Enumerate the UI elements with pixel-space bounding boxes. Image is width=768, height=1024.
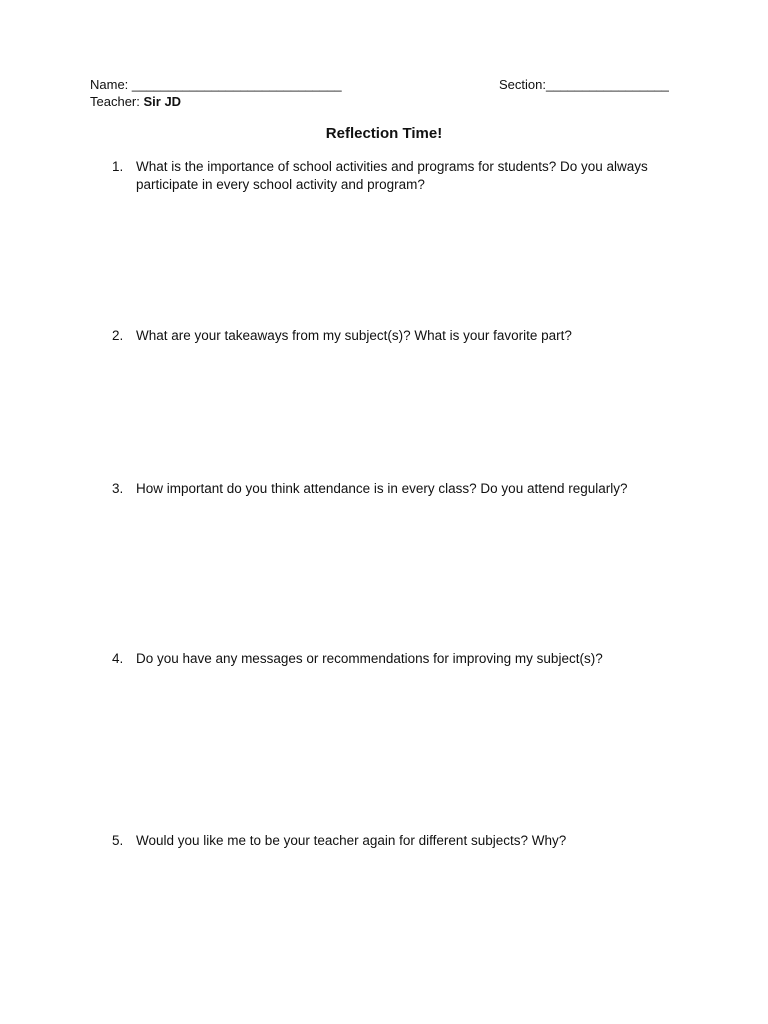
name-blank[interactable]: _____________________________ bbox=[131, 77, 342, 92]
section-blank[interactable]: _________________ bbox=[545, 77, 669, 92]
question-number: 1. bbox=[112, 159, 124, 174]
name-label: Name: bbox=[90, 77, 129, 92]
question-number: 5. bbox=[112, 833, 124, 848]
page-title: Reflection Time! bbox=[325, 125, 443, 142]
question-1 bbox=[112, 158, 672, 198]
question-text: Would you like me to be your teacher again for different subjects? Why? bbox=[136, 833, 567, 848]
teacher-label: Teacher: bbox=[90, 94, 140, 109]
question-number: 3. bbox=[112, 481, 124, 496]
question-number: 4. bbox=[112, 651, 124, 666]
question-4 bbox=[112, 650, 672, 670]
question-text: Do you have any messages or recommendations for improving my subject(s)? bbox=[136, 651, 603, 666]
question-number: 2. bbox=[112, 328, 124, 343]
section-line bbox=[499, 76, 669, 93]
name-line bbox=[90, 76, 342, 93]
section-label: Section: bbox=[499, 77, 546, 92]
question-2 bbox=[112, 327, 672, 347]
question-text: What are your takeaways from my subject(s)? What is your favorite part? bbox=[136, 328, 572, 343]
question-text: What is the importance of school activities and programs for students? Do you always participate in every school activity and program? bbox=[136, 159, 648, 192]
teacher-name: Sir JD bbox=[143, 94, 182, 109]
question-text: How important do you think attendance is in every class? Do you attend regularly? bbox=[136, 481, 628, 496]
question-5 bbox=[112, 832, 672, 852]
question-3 bbox=[112, 480, 672, 520]
teacher-line bbox=[90, 93, 181, 110]
